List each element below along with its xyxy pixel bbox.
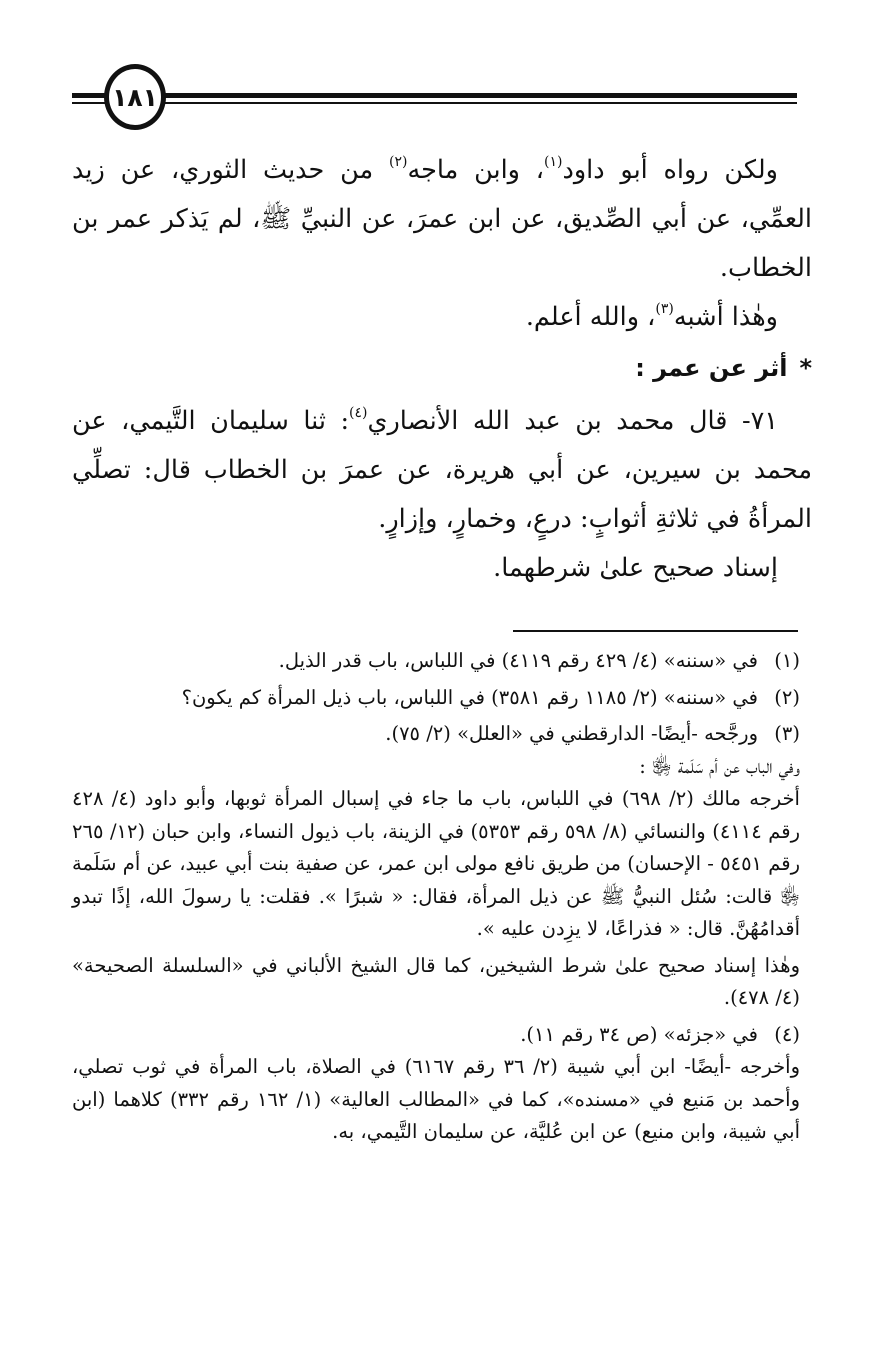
footnotes [72, 645, 800, 1149]
text-run: من حديث الثوري، عن زيد العمِّي، عن أبي الصِّديق، عن ابن عمرَ، عن النبيِّ ﷺ، لم يَذكر عمر بن الخطاب. [72, 155, 812, 283]
section-heading-text: أثر عن عمر : [635, 354, 788, 382]
footnote-number: (١) [774, 649, 800, 672]
footnote-2 [72, 682, 800, 715]
footnote-number: (٤) [774, 1022, 800, 1046]
footnote-number: (٢) [774, 685, 800, 709]
footnote-3 [72, 718, 800, 751]
footnote-ref-3[interactable]: (٣) [655, 301, 674, 317]
main-text [72, 146, 812, 593]
footnote-ref-1[interactable]: (١) [544, 154, 563, 170]
header-rule-thick [72, 93, 797, 98]
paragraph-1 [72, 146, 812, 293]
text-run: ، والله أعلم. [525, 302, 656, 332]
footnote-3-paragraph: أخرجه مالك (٢/ ٦٩٨) في اللباس، باب ما جاء في إسبال المرأة ثوبها، وأبو داود (٤/ ٤٢٨ رقم ٤١١٤) والنسائي (٨/ ٥٩٨ رقم ٥٣٥٣) في الزينة، باب ذيول النساء، وابن حبان (١٢/ ٢٦٥ رقم ٥٤٥١ - الإحسان) من طريق نافع مولى ابن عمر، عن صفية بنت أبي عبيد، عن أم سَلَمة ﵂ قالت: سُئل النبيُّ ﷺ عن ذيل المرأة، فقال: « شبرًا ». فقلت: يا رسولَ الله، إذًا تبدو أقدامُهُنَّ. قال: « فذراعًا، لا يزِدن عليه ». [72, 787, 800, 940]
footnote-4 [72, 1019, 800, 1052]
footnote-text: ورجَّحه -أيضًا- الدارقطني في «العلل» (٢/ ٧٥). [385, 722, 758, 745]
paragraph-4: إسناد صحيح علىٰ شرطهما. [493, 553, 778, 583]
footnote-3-line-2: وفي الباب عن أم سَلَمة ﵂ : [639, 754, 800, 778]
footnote-ref-2[interactable]: (٢) [388, 154, 408, 170]
text-run: وهٰذا أشبه [673, 302, 778, 332]
footnote-1 [72, 645, 800, 678]
footnote-text: في «سننه» (٢/ ١١٨٥ رقم ٣٥٨١) في اللباس، باب ذيل المرأة كم يكون؟ [181, 685, 758, 709]
footnote-number: (٣) [774, 722, 800, 745]
asterisk-icon: * [799, 354, 812, 382]
text-run: : ثنا سليمان التَّيمي، عن محمد بن سيرين، عن أبي هريرة، عن عمرَ بن الخطاب قال: تصلِّي المرأةُ في ثلاثةِ أثوابٍ: درعٍ، وخمارٍ، وإزارٍ. [72, 406, 812, 534]
header-rule-thin [72, 102, 797, 104]
footnote-separator [513, 630, 798, 632]
text-run: ٧١- قال محمد بن عبد الله الأنصاري [367, 406, 778, 436]
section-heading [72, 344, 812, 393]
paragraph-2 [72, 293, 812, 342]
footnote-3-paragraph-2: وهٰذا إسناد صحيح علىٰ شرط الشيخين، كما قال الشيخ الألباني في «السلسلة الصحيحة» (٤/ ٤٧٨). [72, 953, 800, 1009]
text-run: ، وابن ماجه [407, 155, 545, 185]
footnote-text: في «جزئه» (ص ٣٤ رقم ١١). [520, 1022, 758, 1046]
text-run: ولكن رواه أبو داود [562, 155, 778, 185]
paragraph-3 [72, 397, 812, 544]
page-number: ١٨١ [104, 64, 166, 130]
footnote-4-paragraph: وأخرجه -أيضًا- ابن أبي شيبة (٢/ ٣٦ رقم ٦١٦٧) في الصلاة، باب المرأة في ثوب تصلي، وأحمد بن مَنيع في «مسنده»، كما في «المطالب العالية» (١/ ١٦٢ رقم ٣٣٢) كلاهما (ابن أبي شيبة، وابن منيع) عن ابن عُليَّة، عن سليمان التَّيمي، به. [72, 1055, 800, 1143]
footnote-ref-4[interactable]: (٤) [349, 405, 368, 421]
footnote-text: في «سننه» (٤/ ٤٢٩ رقم ٤١١٩) في اللباس، باب قدر الذيل. [278, 649, 758, 672]
